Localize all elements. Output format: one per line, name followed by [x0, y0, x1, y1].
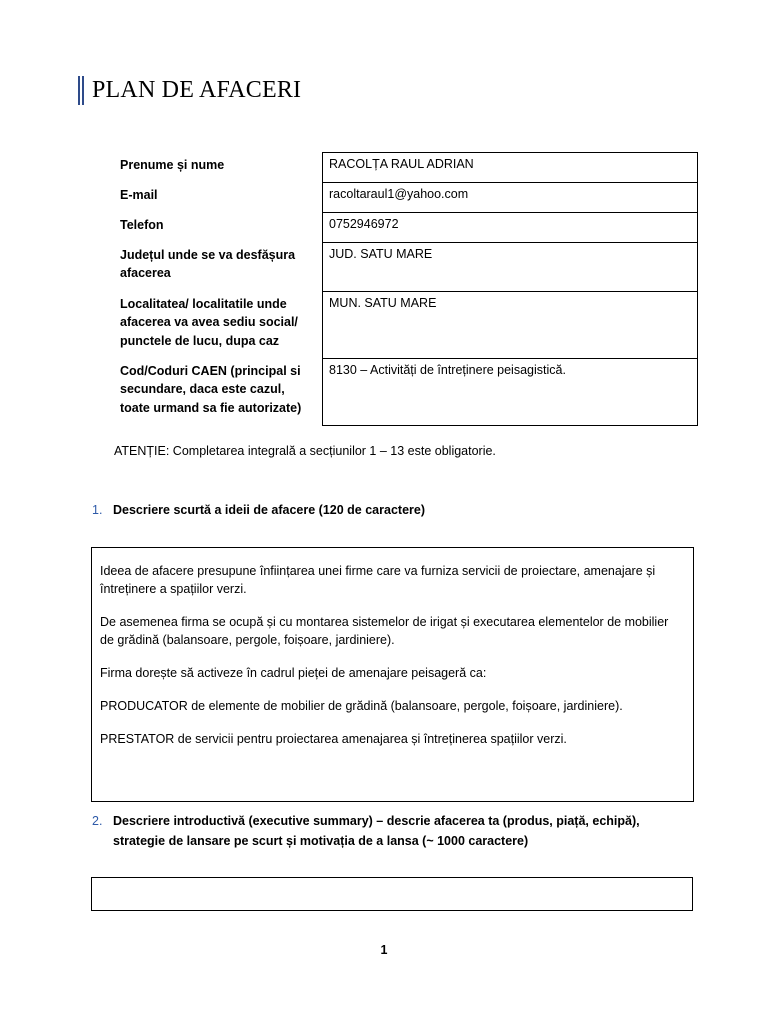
info-value: 0752946972: [323, 213, 698, 243]
table-row: [112, 359, 698, 426]
info-value: RACOLȚA RAUL ADRIAN: [323, 153, 698, 183]
table-row: [112, 213, 698, 243]
title-text: PLAN DE AFACERI: [92, 77, 302, 103]
executive-summary-box: [91, 877, 693, 911]
table-row: [112, 183, 698, 213]
info-label: Telefon: [120, 217, 164, 232]
info-label: E-mail: [120, 187, 158, 202]
info-value: racoltaraul1@yahoo.com: [323, 183, 698, 213]
paragraph: PRESTATOR de servicii pentru proiectarea amenajarea și întreținerea spațiilor verzi.: [100, 732, 567, 746]
info-label: Cod/Coduri CAEN (principal si secundare, daca este cazul, toate urmand sa fie autorizate): [120, 363, 302, 415]
info-label: Prenume și nume: [120, 157, 225, 172]
table-row: [112, 243, 698, 292]
page-number: 1: [380, 943, 388, 957]
section-number: 1.: [92, 503, 103, 517]
paragraph: De asemenea firma se ocupă și cu montarea sistemelor de irigat și executarea elementelor de mobilier de grădină (balansoare, pergole, foișoare, jardiniere).: [100, 615, 669, 647]
section-1-heading: [92, 500, 692, 520]
table-row: [112, 153, 698, 183]
page-title: [78, 76, 301, 105]
section-title: Descriere scurtă a ideii de afacere (120 de caractere): [113, 503, 425, 517]
paragraph: PRODUCATOR de elemente de mobilier de grădină (balansoare, pergole, foișoare, jardiniere).: [100, 699, 623, 713]
business-idea-box: [91, 547, 694, 802]
section-number: 2.: [92, 814, 103, 828]
info-value: MUN. SATU MARE: [323, 292, 698, 359]
mandatory-warning: ATENȚIE: Completarea integrală a secțiunilor 1 – 13 este obligatorie.: [114, 444, 496, 458]
paragraph: Firma dorește să activeze în cadrul pieței de amenajare peisageră ca:: [100, 666, 487, 680]
info-value: 8130 – Activități de întreținere peisagistică.: [323, 359, 698, 426]
title-marker-bars: [78, 76, 86, 105]
paragraph: Ideea de afacere presupune înființarea unei firme care va furniza servicii de proiectare, amenajare și întreținere a spațiilor verzi.: [100, 564, 656, 596]
section-title: Descriere introductivă (executive summary) – descrie afacerea ta (produs, piață, echipă), strategie de lansare pe scurt și motivația de a lansa (~ 1000 caractere): [113, 814, 640, 848]
info-label: Județul unde se va desfășura afacerea: [120, 247, 296, 280]
info-label: Localitatea/ localitatile unde afacerea va avea sediu social/ punctele de lucu, dupa caz: [120, 296, 298, 348]
table-row: [112, 292, 698, 359]
section-2-heading: [92, 811, 692, 851]
applicant-info-table: [112, 152, 698, 426]
info-value: JUD. SATU MARE: [323, 243, 698, 292]
